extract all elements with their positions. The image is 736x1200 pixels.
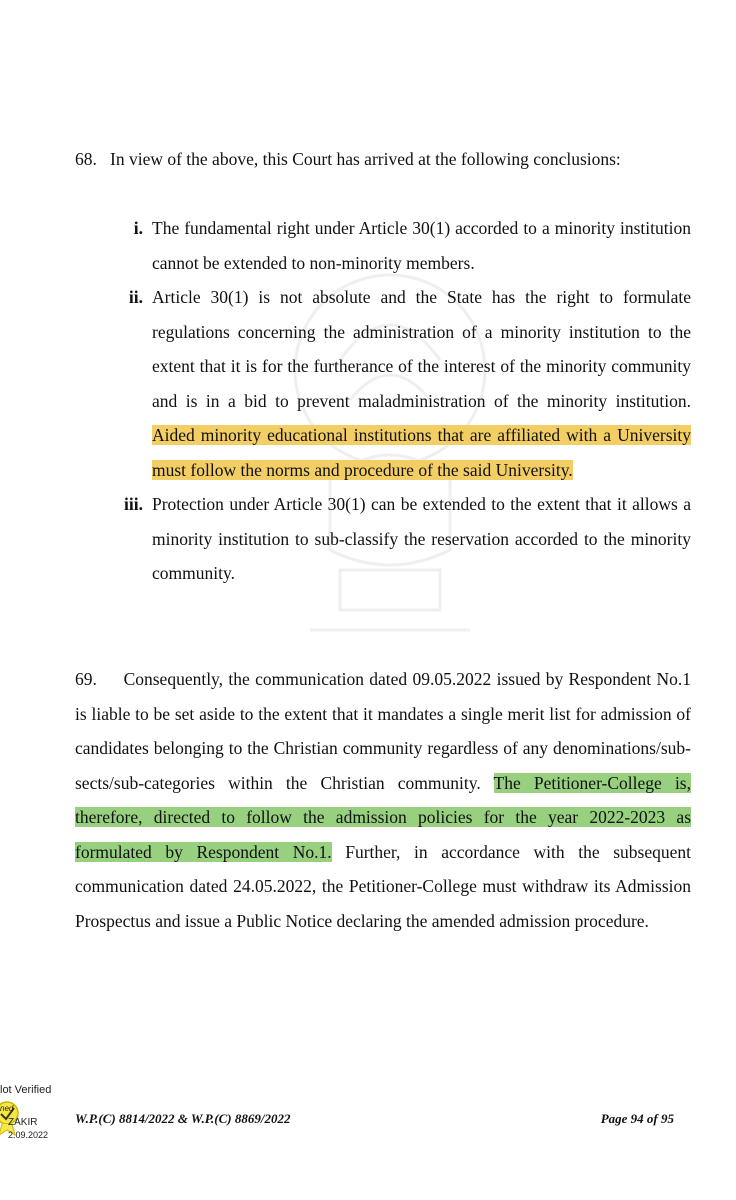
- paragraph-number: 69.: [75, 669, 97, 689]
- list-item-label: iii.: [124, 494, 143, 514]
- item-text: Protection under Article 30(1) can be extended to the extent that it allows a minority institution to sub-classify the reservation accorded to the minority community.: [152, 494, 691, 583]
- signature-status: lot Verified: [0, 1084, 52, 1096]
- paragraph-68: [75, 142, 691, 177]
- list-item: [75, 280, 691, 487]
- case-number-footer: W.P.(C) 8814/2022 & W.P.(C) 8869/2022: [75, 1111, 291, 1126]
- signature-name: ZAKIR: [8, 1117, 38, 1128]
- conclusions-list: [75, 211, 691, 591]
- list-item-label: ii.: [128, 287, 143, 307]
- list-item-text: [152, 487, 691, 591]
- item-text: The fundamental right under Article 30(1) accorded to a minority institution cannot be extended to non-minority members.: [152, 218, 691, 273]
- yellow-highlight: Aided minority educational institutions that are affiliated with a University must follow the norms and procedure of the said University.: [152, 425, 691, 480]
- list-item-text: [152, 280, 691, 487]
- paragraph-text-after: Further, in accordance with the subsequent communication dated 24.05.2022, the Petitioner-College must withdraw its Admission Prospectus and issue a Public Notice declaring the amended admission procedure.: [75, 841, 692, 931]
- list-item: [75, 211, 691, 280]
- signature-date: 2.09.2022: [8, 1130, 49, 1140]
- item-text: Article 30(1) is not absolute and the State has the right to formulate regulations concerning the administration of a minority institution to the extent that it is for the furtherance of the interest of the minority community and is in a bid to prevent maladministration of the minority institution.: [152, 287, 691, 411]
- green-highlight: The Petitioner-College is, therefore, directed to follow the admission policies for the year 2022-2023 as formulated by Respondent No.1.: [75, 772, 691, 862]
- signature-signed-label: ned: [0, 1104, 14, 1113]
- list-item-label: i.: [133, 218, 143, 238]
- paragraph-69: [75, 662, 691, 938]
- paragraph-text-before: Consequently, the communication dated 09.05.2022 issued by Respondent No.1 is liable to be set aside to the extent that it mandates a single merit list for admission of candidates belonging to the Christian community regardless of any denominations/sub-sects/sub-categories within the Christian community.: [75, 669, 692, 793]
- list-item: [75, 487, 691, 591]
- page-number-footer: Page 94 of 95: [600, 1111, 674, 1126]
- list-item-text: [152, 211, 691, 280]
- paragraph-text: In view of the above, this Court has arrived at the following conclusions:: [110, 149, 621, 169]
- paragraph-number: 68.: [75, 149, 97, 169]
